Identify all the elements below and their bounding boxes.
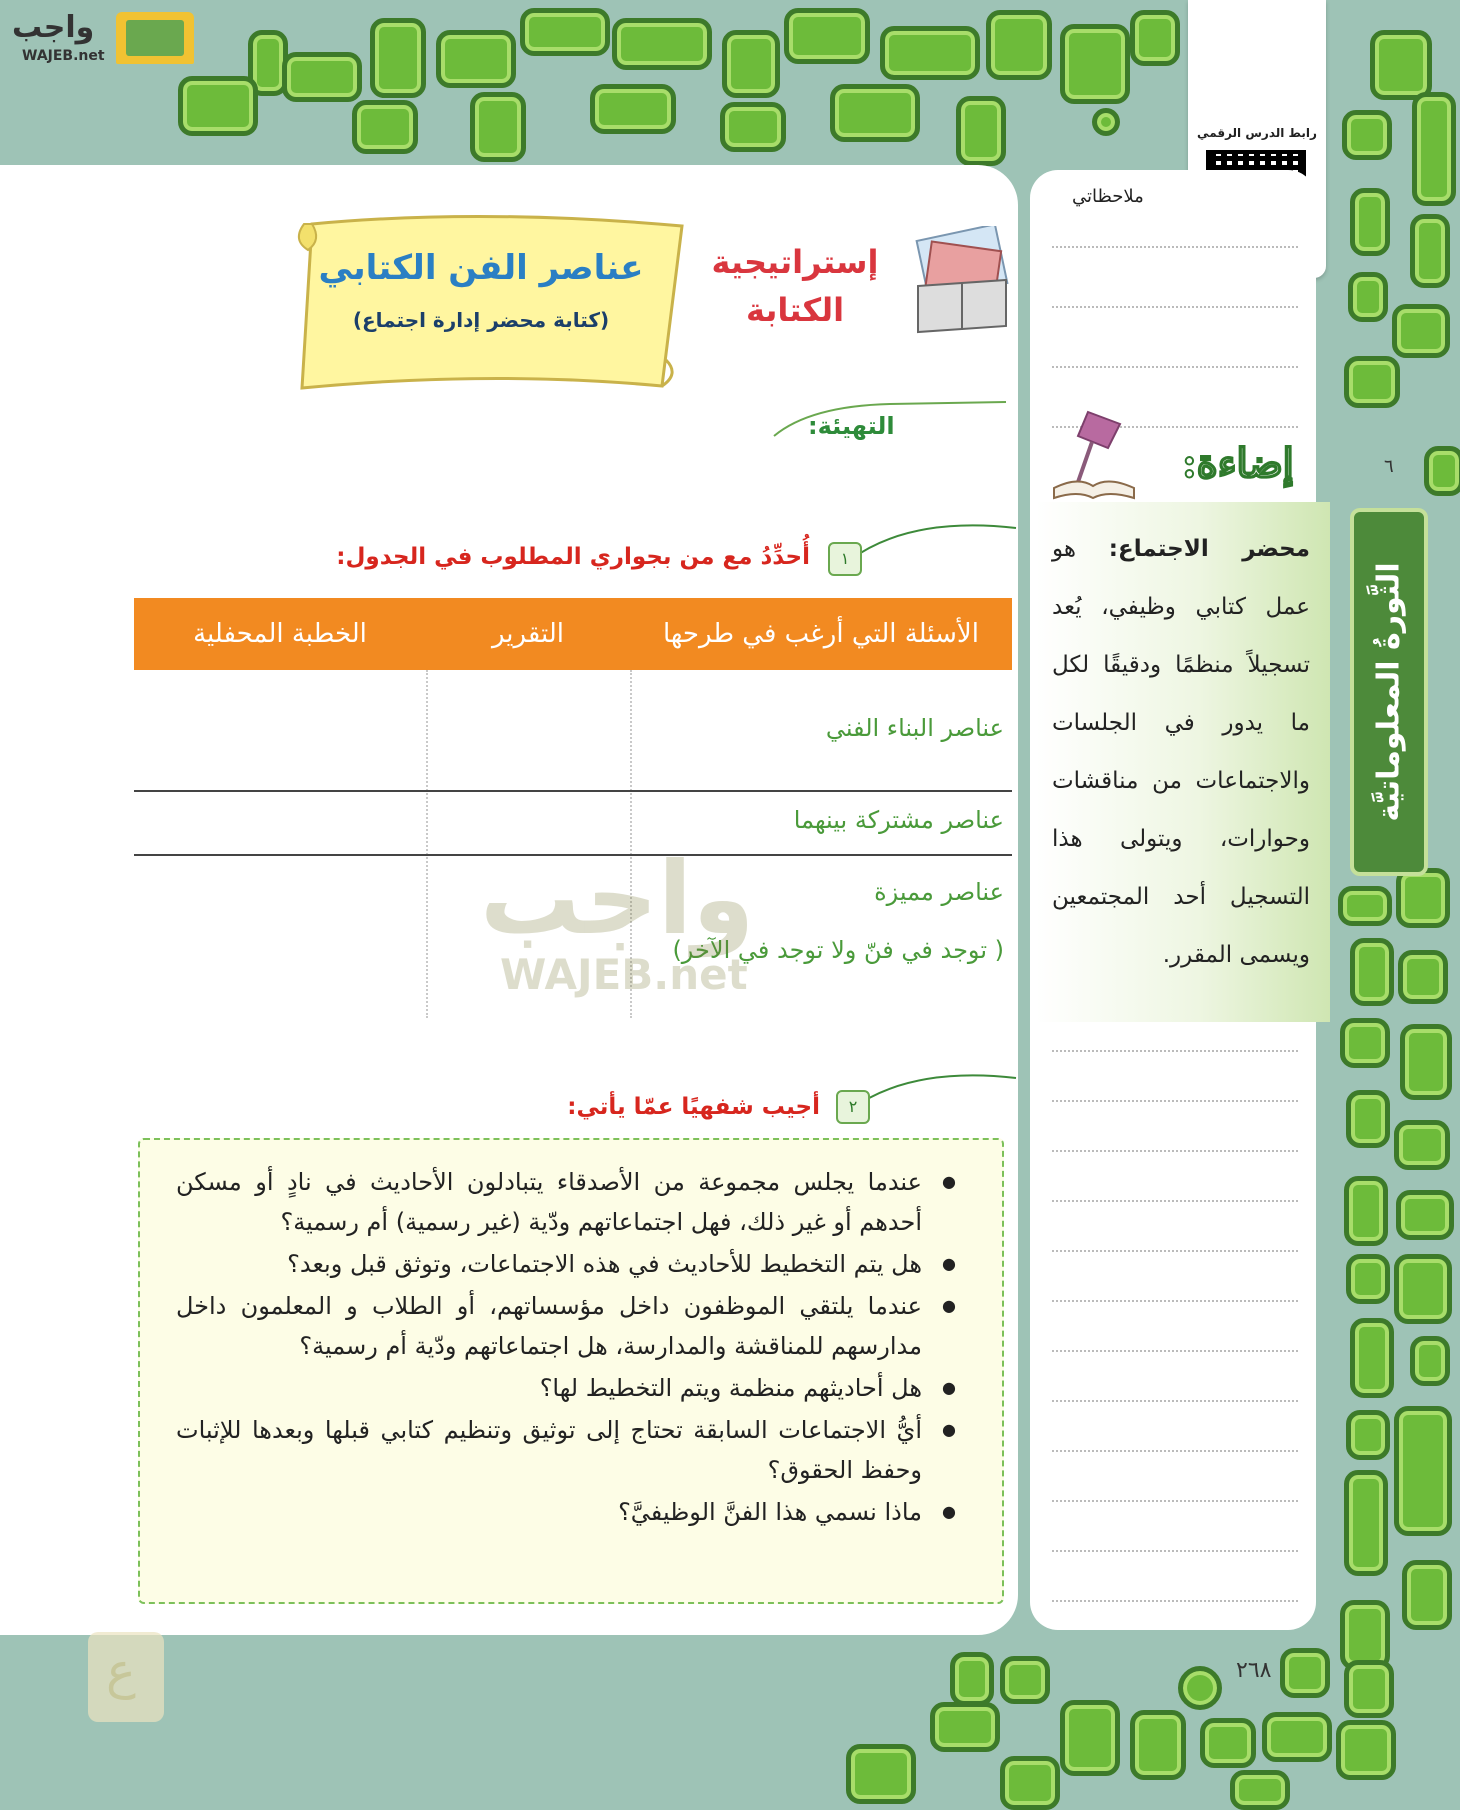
- prep-label: التهيئة:: [808, 412, 895, 440]
- column-speech: الخطبة المحفلية: [193, 619, 367, 649]
- note-line: [1052, 1100, 1298, 1102]
- list-item: ● ماذا نسمي هذا الفنَّ الوظيفيَّ؟: [176, 1492, 956, 1532]
- book-icon: [116, 12, 194, 64]
- note-line: [1052, 1550, 1298, 1552]
- note-line: [1052, 1500, 1298, 1502]
- note-line: [1052, 366, 1298, 368]
- strategy-line-1: إستراتيجية: [711, 243, 879, 281]
- column-report: التقرير: [491, 619, 565, 649]
- task-1-heading: أُحدِّدُ مع من بجواري المطلوب في الجدول:: [336, 544, 810, 570]
- idaa-title: إضاءة:: [1182, 440, 1294, 487]
- note-line: [1052, 1250, 1298, 1252]
- lamp-icon: [1048, 402, 1138, 502]
- list-item: ● عندما يلتقي الموظفون داخل مؤسساتهم، أو الطلاب و المعلمون داخل مدارسهم للمناقشة والمدارسة، هل اجتماعاتهم ودّية أم رسمية؟: [176, 1286, 956, 1366]
- column-questions: الأسئلة التي أرغب في طرحها: [663, 619, 979, 649]
- note-line: [1052, 1350, 1298, 1352]
- list-item: ● أيُّ الاجتماعات السابقة تحتاج إلى توثيق وتنظيم كتابي قبلها وبعدها للإثبات وحفظ الحقوق؟: [176, 1410, 956, 1490]
- watermark-subtext: WAJEB.net: [500, 950, 748, 999]
- wajeb-logo[interactable]: [12, 8, 202, 66]
- unit-number: ٦: [1384, 456, 1394, 477]
- questions-list: [176, 1162, 956, 1534]
- swoosh-decoration: [850, 516, 1018, 566]
- publisher-mark-icon: [88, 1632, 164, 1722]
- watermark: [480, 840, 880, 1000]
- note-line: [1052, 1400, 1298, 1402]
- idaa-term: محضر الاجتماع:: [1108, 536, 1310, 562]
- watermark-text: واجب: [480, 840, 755, 957]
- idaa-box: [1036, 502, 1330, 1022]
- row-note-distinct: ( توجد في فنّ ولا توجد في الآخر): [672, 936, 1004, 964]
- scroll-banner: [282, 210, 692, 400]
- note-line: [1052, 1150, 1298, 1152]
- list-item: ● هل أحاديثهم منظمة ويتم التخطيط لها؟: [176, 1368, 956, 1408]
- row-label-common: عناصر مشتركة بينهما: [793, 806, 1004, 834]
- unit-title: الثَّورةُ المعلوماتيَّة: [1371, 562, 1407, 822]
- note-line: [1052, 306, 1298, 308]
- strategy-line-2: الكتابة: [745, 291, 845, 329]
- note-line: [1052, 246, 1298, 248]
- note-line: [1052, 1050, 1298, 1052]
- notebook-icon: [912, 226, 1012, 336]
- logo-subtext: WAJEB.net: [22, 48, 105, 64]
- qr-label: رابط الدرس الرقمي: [1197, 126, 1317, 140]
- strategy-title: [700, 238, 890, 334]
- idaa-body: هو عمل كتابي وظيفي، يُعد تسجيلاً منظمًا ودقيقًا لكل ما يدور في الجلسات والاجتماعات من مناقشات وحوارات، ويتولى هذا التسجيل أحد المجتمعين ويسمى المقرر.: [1052, 536, 1310, 968]
- banner-title: عناصر الفن الكتابي: [318, 248, 644, 288]
- row-label-distinct: عناصر مميزة: [874, 878, 1004, 906]
- table-header: [134, 598, 1012, 670]
- note-line: [1052, 1200, 1298, 1202]
- notes-title: ملاحظاتي: [1072, 186, 1144, 207]
- note-line: [1052, 1450, 1298, 1452]
- page-number: ٢٦٨: [1236, 1658, 1272, 1683]
- swoosh-decoration: [850, 1066, 1018, 1116]
- idaa-text: [1052, 520, 1310, 984]
- banner-subtitle: (كتابة محضر إدارة اجتماع): [352, 308, 610, 332]
- task-2-heading: أجيب شفهيًا عمّا يأتي:: [567, 1094, 820, 1120]
- row-label-building: عناصر البناء الفني: [825, 714, 1004, 742]
- task-2-number: ٢: [836, 1090, 870, 1124]
- logo-text: واجب: [12, 10, 95, 45]
- list-item: ● هل يتم التخطيط للأحاديث في هذه الاجتماعات، وتوثق قبل وبعد؟: [176, 1244, 956, 1284]
- list-item: ● عندما يجلس مجموعة من الأصدقاء يتبادلون الأحاديث في نادٍ أو مسكن أحدهم أو غير ذلك، فهل اجتماعاتهم ودّية (غير رسمية) أم رسمية؟: [176, 1162, 956, 1242]
- note-line: [1052, 1600, 1298, 1602]
- column-divider: [426, 670, 428, 1018]
- note-line: [1052, 1300, 1298, 1302]
- task-1-number: ١: [828, 542, 862, 576]
- row-divider: [134, 790, 1012, 792]
- unit-tab[interactable]: [1350, 508, 1428, 876]
